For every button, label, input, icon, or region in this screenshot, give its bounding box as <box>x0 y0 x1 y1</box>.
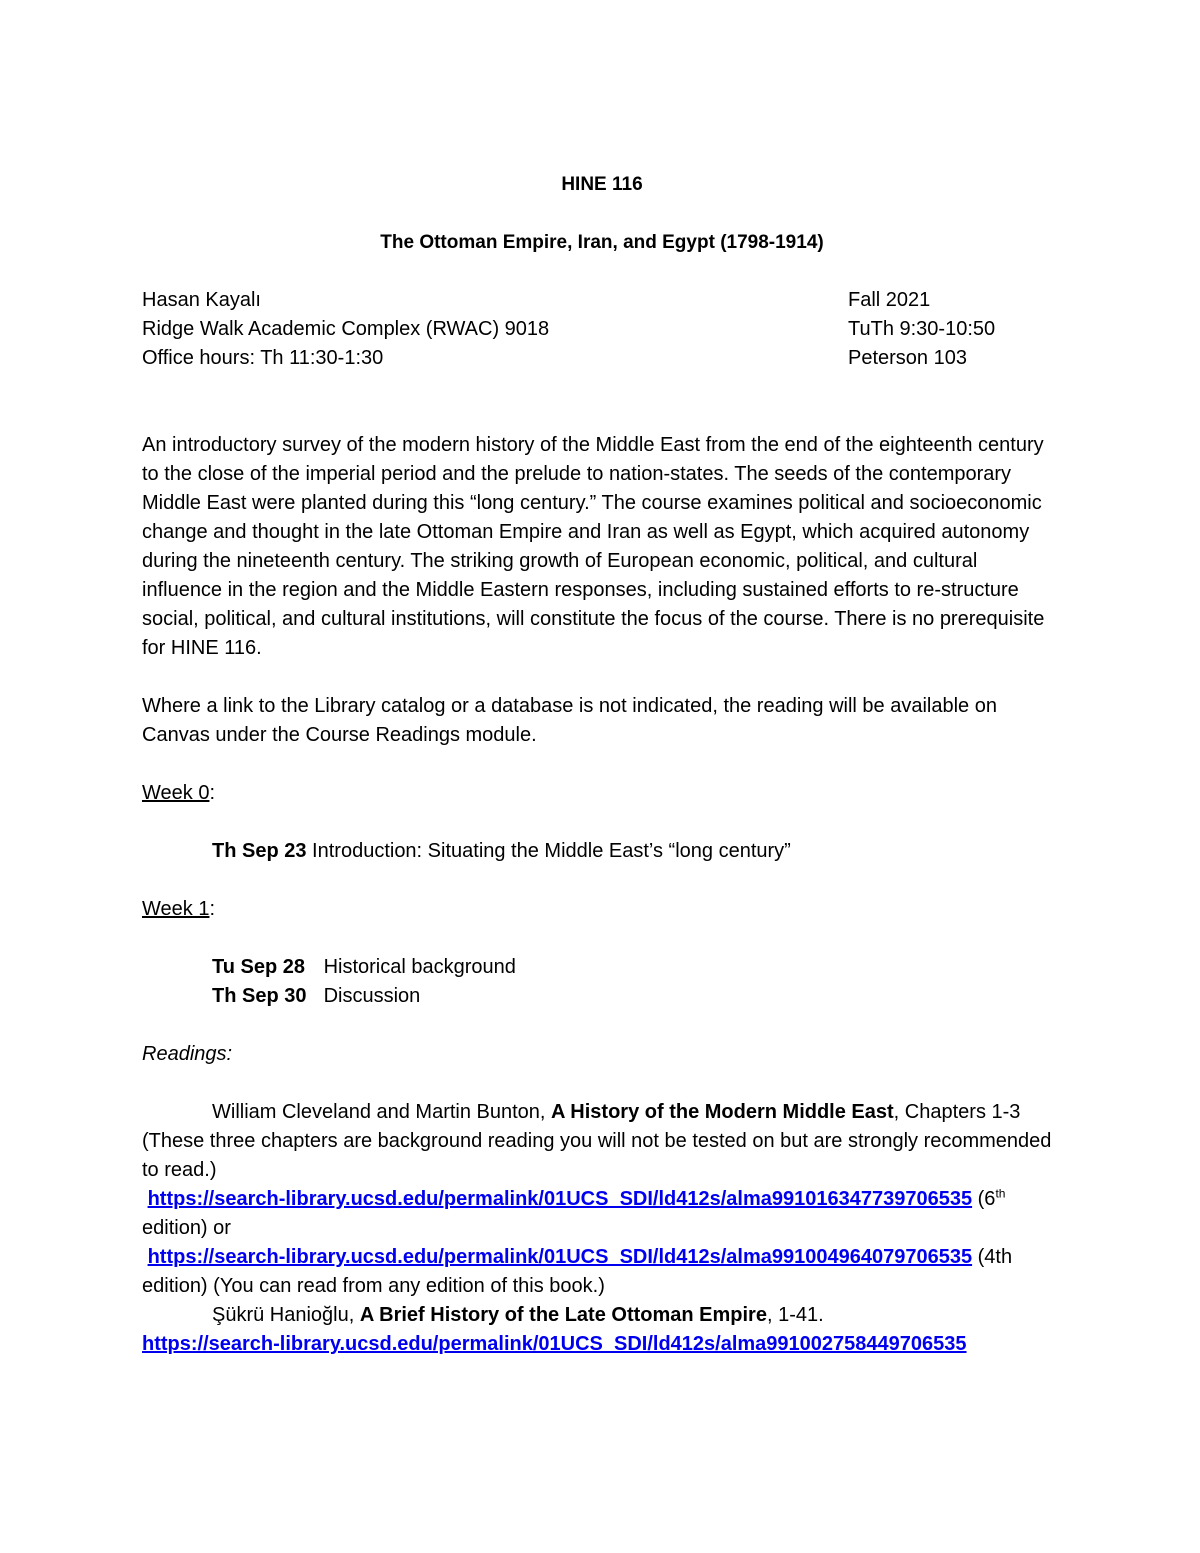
library-link-4th-edition[interactable]: https://search-library.ucsd.edu/permalink/01UCS_SDI/ld412s/alma991004964079706535 <box>147 1246 973 1268</box>
week-1-heading <box>142 895 1062 924</box>
library-link-6th-edition[interactable]: https://search-library.ucsd.edu/permalink/01UCS_SDI/ld412s/alma991016347739706535 <box>147 1188 973 1210</box>
reading-book-title: A History of the Modern Middle East <box>551 1101 894 1123</box>
week-0-session <box>142 837 1062 866</box>
library-link-hanioglu[interactable]: https://search-library.ucsd.edu/permalink/01UCS_SDI/ld412s/alma991002758449706535 <box>142 1333 967 1355</box>
week-1-session-title: Historical background <box>323 956 516 978</box>
week-0-colon: : <box>209 782 216 804</box>
reading-item-cleveland <box>142 1098 1062 1185</box>
week-1-session-title: Discussion <box>323 985 421 1007</box>
week-0-heading <box>142 779 1062 808</box>
week-1-session-date: Tu Sep 28 <box>212 956 305 978</box>
reading-links-cleveland-alt <box>142 1243 1062 1301</box>
reading-details: , Chapters 1-3 (These three chapters are background reading you will not be tested on but are strongly recommended to read.) <box>142 1101 1052 1181</box>
superscript-th: th <box>995 1186 1006 1201</box>
week-1-label: Week 1 <box>142 898 210 920</box>
course-code: HINE 116 <box>561 174 643 195</box>
office-location: Ridge Walk Academic Complex (RWAC) 9018 <box>142 318 550 340</box>
reading-authors: William Cleveland and Martin Bunton, <box>212 1101 552 1123</box>
info-row-instructor <box>142 286 974 315</box>
week-1-session <box>142 953 1062 982</box>
reading-links-cleveland <box>142 1185 1062 1243</box>
readings-heading-text: Readings: <box>142 1043 233 1065</box>
edition-note-6th: (6 <box>972 1188 996 1210</box>
edition-note-4th: (4th edition) (You can read from any edition of this book.) <box>142 1246 1013 1297</box>
instructor-name: Hasan Kayalı <box>142 289 261 311</box>
week-1-colon: : <box>209 898 216 920</box>
week-1-session <box>142 982 1062 1011</box>
readings-heading <box>142 1040 1062 1069</box>
course-description: An introductory survey of the modern history of the Middle East from the end of the eighteenth century to the close of the imperial period and the prelude to nation-states. The seeds of the contemporary Middle East were planted during this “long century.” The course examines political and socioeconomic change and thought in the late Ottoman Empire and Iran as well as Egypt, which acquired autonomy during the nineteenth century. The striking growth of European economic, political, and cultural influence in the region and the Middle Eastern responses, including sustained efforts to re-structure social, political, and cultural institutions, will constitute the focus of the course. There is no prerequisite for HINE 116. <box>142 434 1045 659</box>
term: Fall 2021 <box>848 289 931 311</box>
document-body <box>142 170 1062 1359</box>
week-1-session-date: Th Sep 30 <box>212 985 307 1007</box>
office-hours: Office hours: Th 11:30-1:30 <box>142 347 384 369</box>
week-0-session-date: Th Sep 23 <box>212 840 307 862</box>
classroom: Peterson 103 <box>848 347 967 369</box>
reading-book-title: A Brief History of the Late Ottoman Empire <box>359 1304 767 1326</box>
meeting-time: TuTh 9:30-10:50 <box>848 318 996 340</box>
reading-author: Şükrü Hanioğlu, <box>212 1304 360 1326</box>
reading-item-hanioglu <box>142 1301 1062 1330</box>
course-title: The Ottoman Empire, Iran, and Egypt (1798-1914) <box>380 232 824 253</box>
info-row-hours <box>142 344 974 373</box>
reading-pages: , 1-41. <box>766 1304 824 1326</box>
week-0-session-title: Introduction: Situating the Middle East’s “long century” <box>312 840 791 862</box>
reading-link-hanioglu-row <box>142 1330 1062 1359</box>
edition-note-6th-end: edition) or <box>142 1217 231 1239</box>
info-row-location <box>142 315 996 344</box>
reading-note: Where a link to the Library catalog or a database is not indicated, the reading will be available on Canvas under the Course Readings module. <box>142 695 997 746</box>
week-0-label: Week 0 <box>142 782 210 804</box>
